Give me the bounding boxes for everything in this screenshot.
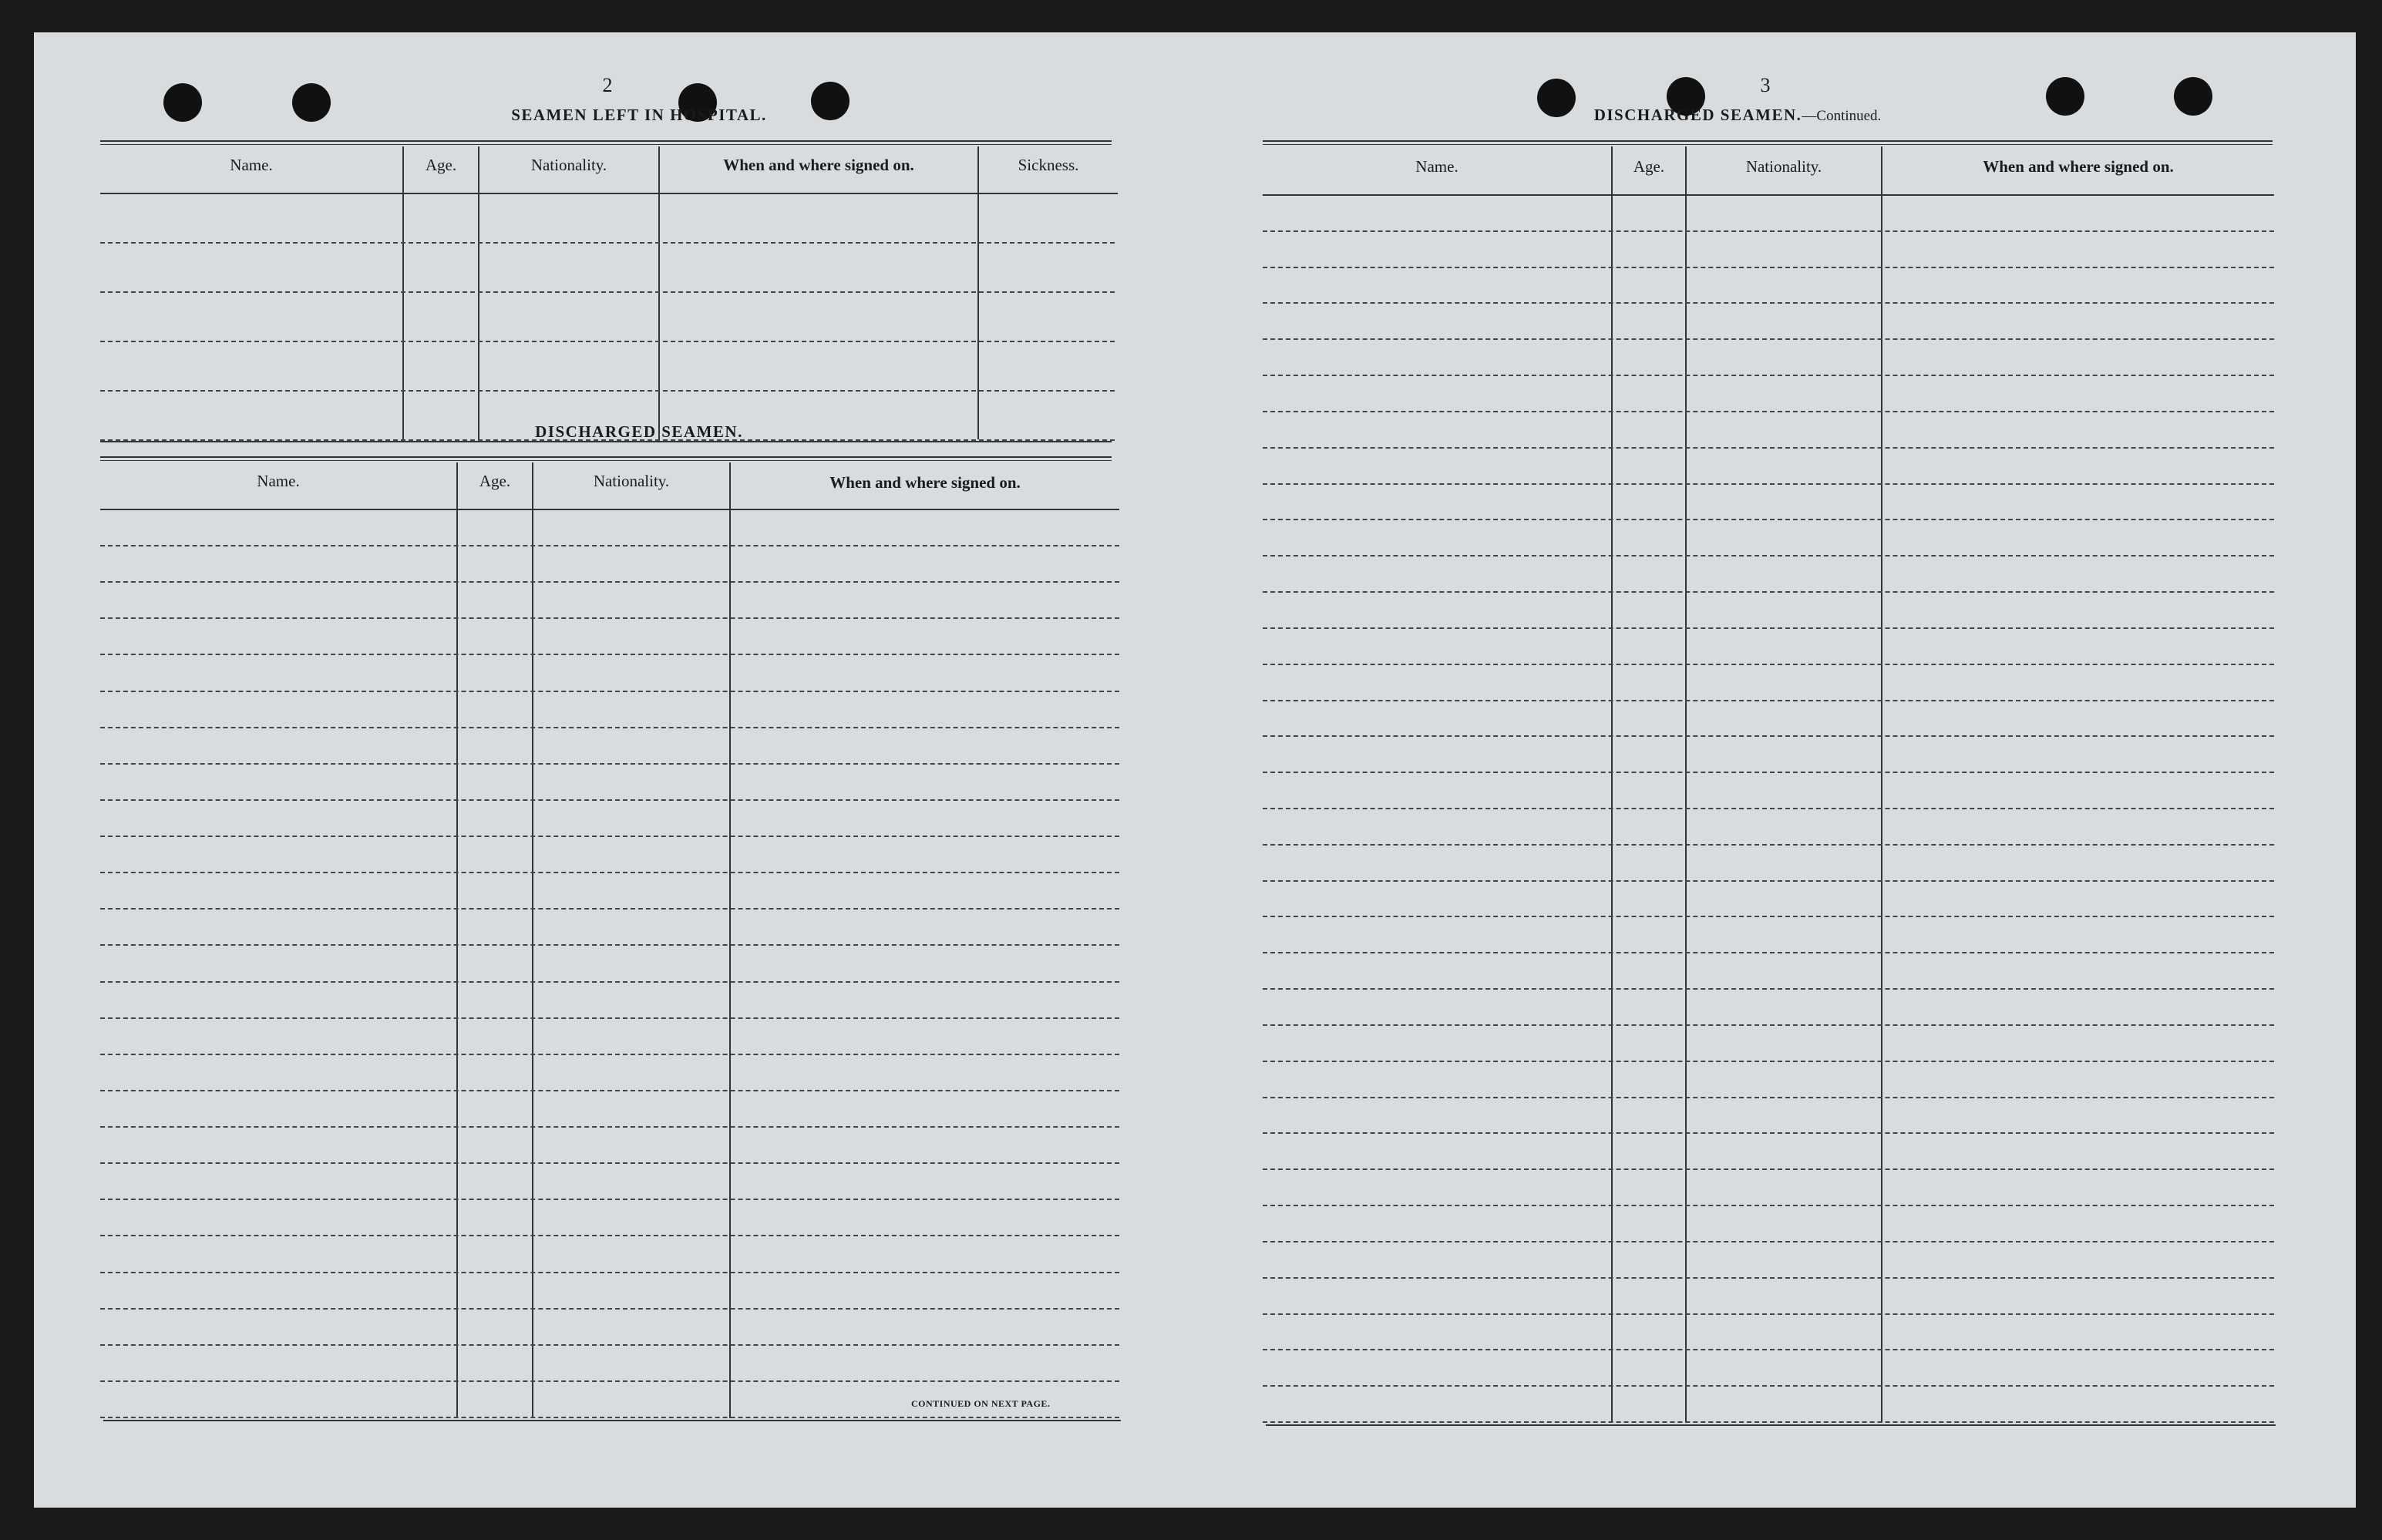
page-number-left: 2 <box>602 74 613 96</box>
blank-entry-row <box>1263 375 2274 376</box>
punch-hole <box>163 83 202 122</box>
blank-entry-row <box>100 341 1115 342</box>
blank-entry-row <box>1263 1097 2274 1098</box>
column-header-signed-on: When and where signed on. <box>829 473 1021 492</box>
blank-entry-row <box>1263 1205 2274 1206</box>
blank-entry-row <box>100 908 1119 910</box>
blank-entry-row <box>100 691 1119 692</box>
blank-entry-row <box>100 617 1119 619</box>
column-header-nationality: Nationality. <box>593 472 670 490</box>
column-divider <box>658 146 660 439</box>
blank-entry-row <box>100 390 1115 392</box>
blank-entry-row <box>1263 411 2274 412</box>
blank-entry-row <box>100 1054 1119 1055</box>
table-bottom-rule <box>103 1420 1121 1421</box>
blank-entry-row <box>1263 447 2274 449</box>
column-divider <box>478 146 479 439</box>
column-header-age: Age. <box>479 472 511 490</box>
blank-entry-row <box>1263 555 2274 556</box>
column-header-signed-on: When and where signed on. <box>1983 157 2174 176</box>
blank-entry-row <box>1263 591 2274 593</box>
page-number-right: 3 <box>1760 74 1771 96</box>
punch-hole <box>2046 77 2084 116</box>
column-divider <box>532 462 533 1418</box>
column-divider <box>456 462 458 1418</box>
blank-entry-row <box>100 944 1119 946</box>
header-bottom-rule <box>100 509 1119 510</box>
hospital-section-title: SEAMEN LEFT IN HOSPITAL. <box>511 106 767 124</box>
blank-entry-row <box>1263 519 2274 520</box>
blank-entry-row <box>100 1162 1119 1164</box>
blank-entry-row <box>1263 483 2274 485</box>
table-bottom-rule <box>1266 1424 2276 1426</box>
blank-entry-row <box>1263 952 2274 953</box>
punch-hole <box>811 82 850 120</box>
table-top-rule <box>1263 140 2273 145</box>
blank-entry-row <box>1263 302 2274 304</box>
blank-entry-row <box>1263 664 2274 665</box>
blank-entry-row <box>100 1417 1119 1418</box>
blank-entry-row <box>1263 844 2274 846</box>
blank-entry-row <box>1263 700 2274 701</box>
column-header-age: Age. <box>425 156 457 174</box>
blank-entry-row <box>100 799 1119 801</box>
blank-entry-row <box>100 981 1119 983</box>
column-header-age: Age. <box>1633 157 1665 176</box>
column-divider <box>402 146 404 439</box>
blank-entry-row <box>1263 1168 2274 1170</box>
blank-entry-row <box>100 836 1119 837</box>
record-sheet <box>34 32 2356 1508</box>
blank-entry-row <box>100 581 1119 583</box>
blank-entry-row <box>100 291 1115 293</box>
blank-entry-row <box>1263 1313 2274 1315</box>
blank-entry-row <box>1263 267 2274 268</box>
blank-entry-row <box>1263 916 2274 917</box>
blank-entry-row <box>1263 1241 2274 1242</box>
blank-entry-row <box>100 872 1119 873</box>
column-header-name: Name. <box>230 156 273 174</box>
column-divider <box>729 462 731 1418</box>
blank-entry-row <box>1263 1061 2274 1062</box>
blank-entry-row <box>1263 1421 2274 1423</box>
blank-entry-row <box>1263 808 2274 809</box>
table-top-rule <box>100 140 1112 145</box>
blank-entry-row <box>100 1235 1119 1236</box>
blank-entry-row <box>1263 230 2274 232</box>
blank-entry-row <box>100 1272 1119 1273</box>
blank-entry-row <box>100 1090 1119 1091</box>
blank-entry-row <box>1263 1385 2274 1387</box>
column-divider <box>977 146 979 439</box>
table-top-rule <box>100 456 1112 461</box>
blank-entry-row <box>1263 1132 2274 1134</box>
column-header-name: Name. <box>257 472 300 490</box>
blank-entry-row <box>1263 1277 2274 1279</box>
punch-hole <box>292 83 331 122</box>
blank-entry-row <box>1263 735 2274 737</box>
header-bottom-rule <box>100 193 1118 194</box>
blank-entry-row <box>1263 880 2274 882</box>
blank-entry-row <box>100 1199 1119 1200</box>
blank-entry-row <box>100 1126 1119 1128</box>
continued-note: CONTINUED ON NEXT PAGE. <box>911 1398 1051 1409</box>
blank-entry-row <box>1263 1349 2274 1350</box>
blank-entry-row <box>100 1344 1119 1346</box>
discharged-section-title-left: DISCHARGED SEAMEN. <box>535 422 743 441</box>
blank-entry-row <box>100 1308 1119 1310</box>
discharged-section-title-right: DISCHARGED SEAMEN.—Continued. <box>1593 106 1882 124</box>
blank-entry-row <box>1263 338 2274 340</box>
blank-entry-row <box>1263 627 2274 629</box>
blank-entry-row <box>1263 1024 2274 1026</box>
column-header-sickness: Sickness. <box>1018 156 1079 174</box>
punch-hole <box>2174 77 2212 116</box>
column-header-name: Name. <box>1415 157 1458 176</box>
blank-entry-row <box>100 1017 1119 1019</box>
blank-entry-row <box>1263 988 2274 990</box>
column-header-nationality: Nationality. <box>1745 157 1822 176</box>
blank-entry-row <box>100 545 1119 546</box>
blank-entry-row <box>100 654 1119 655</box>
blank-entry-row <box>100 242 1115 244</box>
blank-entry-row <box>1263 772 2274 773</box>
blank-entry-row <box>100 763 1119 765</box>
column-header-signed-on: When and where signed on. <box>723 156 914 174</box>
blank-entry-row <box>100 1380 1119 1382</box>
blank-entry-row <box>100 727 1119 728</box>
header-bottom-rule <box>1263 194 2274 196</box>
column-header-nationality: Nationality. <box>530 156 607 174</box>
